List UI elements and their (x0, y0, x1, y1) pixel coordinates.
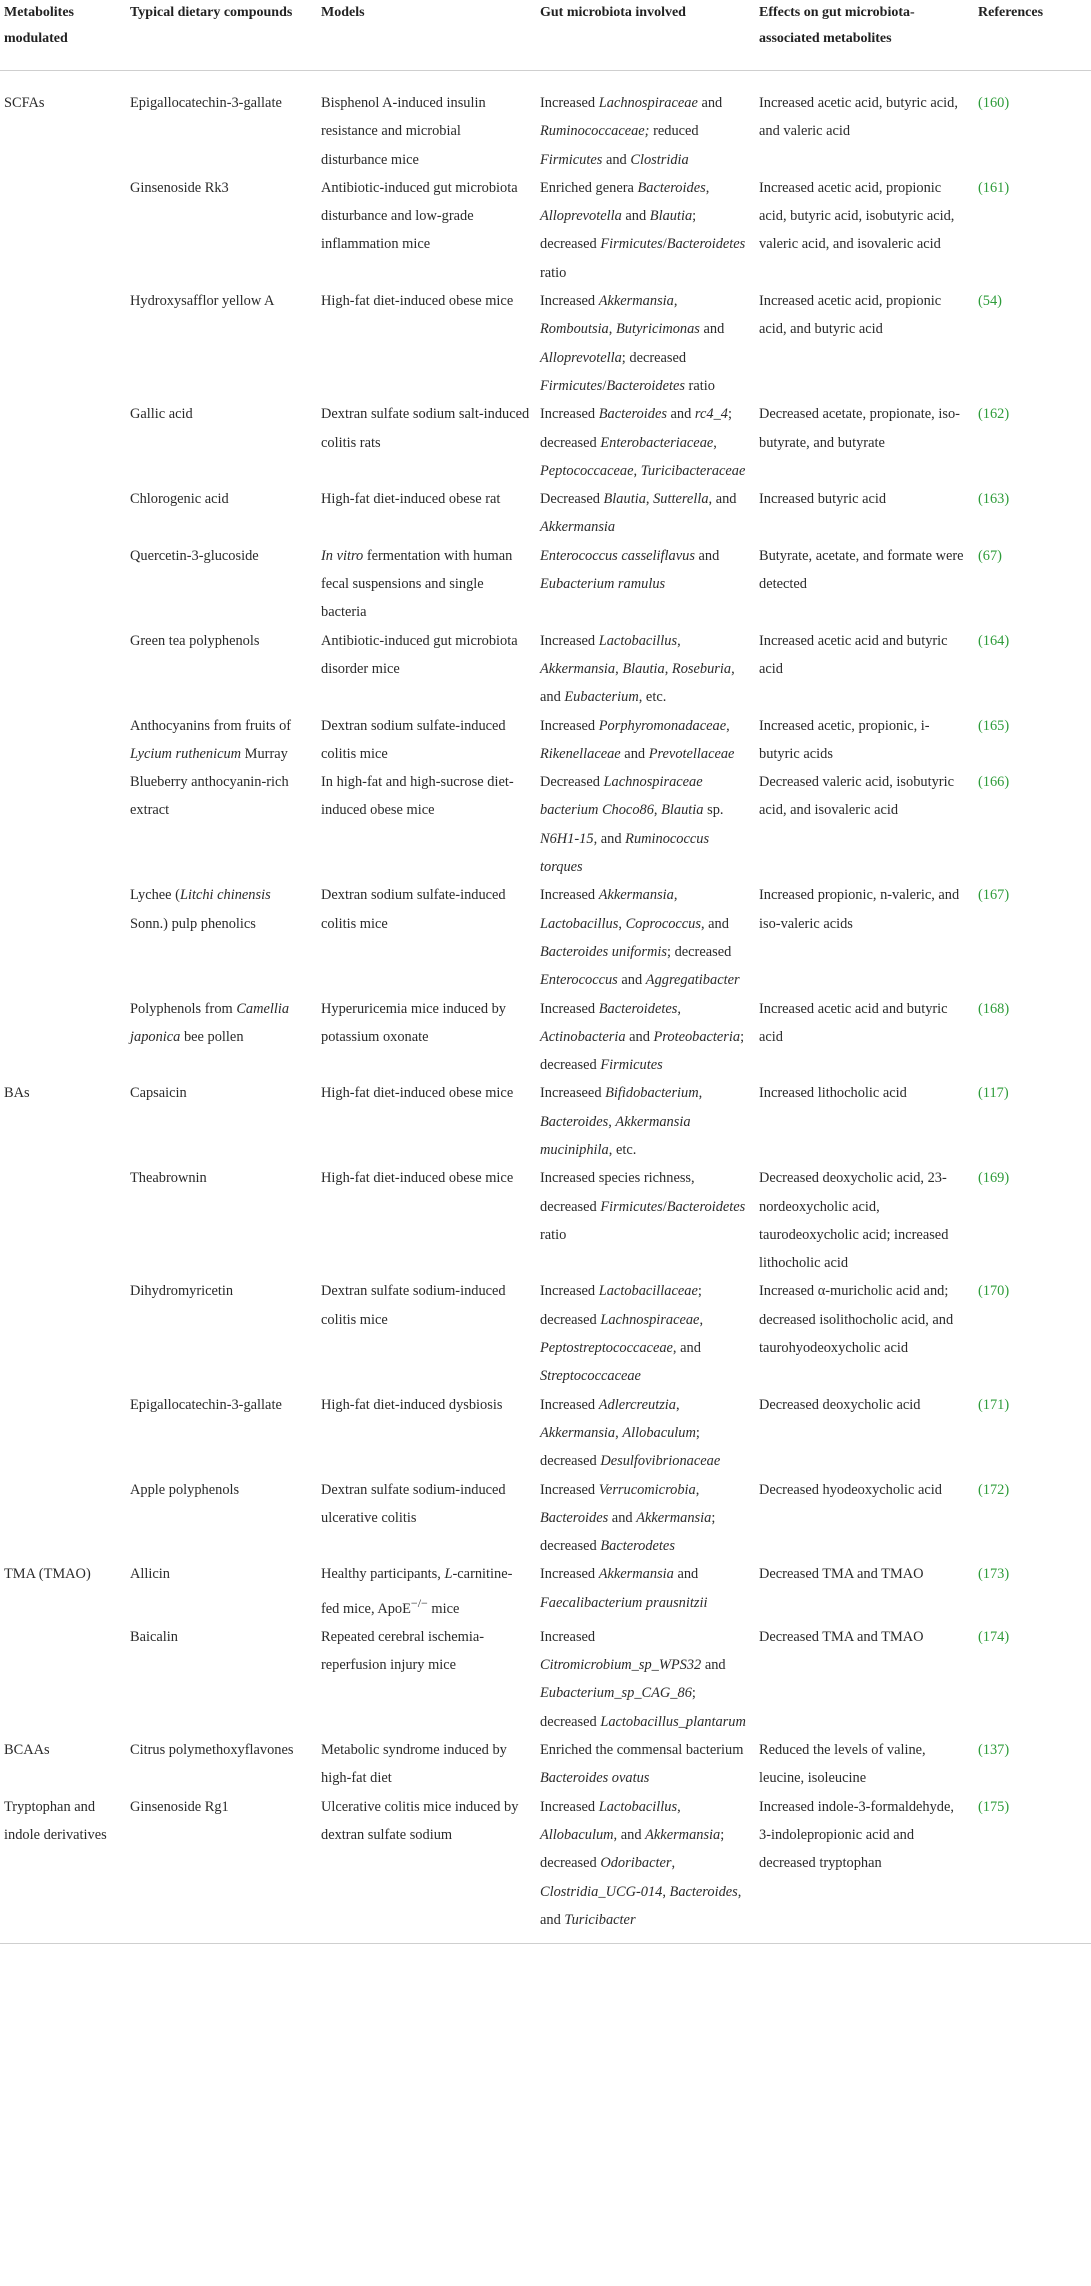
effects-cell: Increased acetic acid and butyric acid (759, 1000, 948, 1045)
compound-cell: Chlorogenic acid (130, 491, 229, 508)
reference-link[interactable]: (161) (978, 179, 1010, 196)
microbiota-cell: Increased Bacteroides and rc4_4; decreased Enterobacteriaceae, Peptococcaceae, Turicibacteraceae (540, 406, 746, 479)
reference-link[interactable]: (165) (978, 717, 1010, 734)
microbiota-cell: Increased Citromicrobium_sp_WPS32 and Eubacterium_sp_CAG_86; decreased Lactobacillus_plantarum (540, 1628, 746, 1730)
microbiota-cell: Enriched the commensal bacterium Bacteroides ovatus (540, 1742, 744, 1787)
microbiota-cell: Increased Akkermansia, Lactobacillus, Coprococcus, and Bacteroides uniformis; decreased Enterococcus and Aggregatibacter (540, 887, 740, 989)
compound-cell: Baicalin (130, 1628, 178, 1645)
effects-cell: Increased butyric acid (759, 491, 887, 508)
reference-link[interactable]: (169) (978, 1170, 1010, 1187)
effects-cell: Decreased valeric acid, isobutyric acid, and isovaleric acid (759, 774, 954, 819)
effects-cell: Decreased deoxycholic acid, 23-nordeoxycholic acid, taurodeoxycholic acid; increased lithocholic acid (759, 1170, 949, 1272)
microbiota-cell: Increaseed Bifidobacterium, Bacteroides, Akkermansia muciniphila, etc. (540, 1085, 703, 1158)
model-cell: High-fat diet-induced obese mice (321, 1085, 514, 1102)
model-cell: High-fat diet-induced dysbiosis (321, 1396, 503, 1413)
table-header (0, 0, 1091, 71)
compound-cell: Ginsenoside Rg1 (126, 1793, 317, 1944)
table-row (0, 1560, 1091, 1622)
effects-cell: Increased acetic acid, butyric acid, and valeric acid (759, 95, 958, 140)
microbiota-cell: Increased Lactobacillus, Akkermansia, Blautia, Roseburia, and Eubacterium, etc. (540, 632, 735, 706)
table-row (0, 1476, 1091, 1561)
metabolite-group-cell (0, 1277, 126, 1390)
reference-link[interactable]: (166) (978, 774, 1010, 791)
table-body (0, 71, 1091, 1944)
metabolite-group-cell: TMA (TMAO) (4, 1566, 91, 1583)
header-effects: Effects on gut microbiota-associated metabolites (755, 0, 974, 71)
table-row (0, 712, 1091, 769)
microbiota-cell: Increased Lactobacillaceae; decreased Lachnospiraceae, Peptostreptococcaceae, and Streptococcaceae (540, 1283, 704, 1385)
compound-cell: Dihydromyricetin (130, 1283, 234, 1300)
effects-cell: Butyrate, acetate, and formate were detected (759, 547, 964, 593)
microbiota-cell: Increased species richness, decreased Firmicutes/Bacteroidetes ratio (540, 1170, 746, 1243)
compound-cell: Allicin (130, 1566, 170, 1583)
table-row (0, 627, 1091, 712)
model-cell: Dextran sodium sulfate-induced colitis mice (321, 717, 506, 762)
model-cell: Bisphenol A-induced insulin resistance and microbial disturbance mice (321, 95, 486, 168)
microbiota-cell: Increased Akkermansia and Faecalibacterium prausnitzii (540, 1566, 708, 1611)
table-row (0, 881, 1091, 994)
microbiota-cell: Enriched genera Bacteroides, Alloprevotella and Blautia; decreased Firmicutes/Bacteroidetes ratio (540, 179, 746, 281)
microbiota-cell: Increased Adlercreutzia, Akkermansia, Allobaculum; decreased Desulfovibrionaceae (540, 1396, 721, 1470)
effects-cell: Increased acetic, propionic, i-butyric acids (759, 717, 930, 762)
reference-link[interactable]: (171) (978, 1396, 1010, 1413)
effects-cell: Increased lithocholic acid (759, 1085, 907, 1102)
model-cell: Dextran sulfate sodium salt-induced colitis rats (321, 406, 530, 451)
model-cell: Antibiotic-induced gut microbiota disturbance and low-grade inflammation mice (321, 179, 518, 253)
microbiota-cell: Enterococcus casseliflavus and Eubacterium ramulus (540, 547, 720, 593)
table-row (0, 1277, 1091, 1390)
metabolite-group-cell (0, 287, 126, 400)
table-row (0, 71, 1091, 174)
compound-cell: Green tea polyphenols (130, 632, 260, 649)
table-row (0, 174, 1091, 287)
model-cell: Healthy participants, L-carnitine-fed mice, ApoE−/− mice (321, 1566, 513, 1617)
table-row (0, 1164, 1091, 1277)
metabolite-group-cell (0, 174, 126, 287)
header-models: Models (317, 0, 536, 71)
compound-cell: Blueberry anthocyanin-rich extract (130, 774, 289, 819)
compound-cell: Citrus polymethoxyflavones (130, 1742, 294, 1759)
metabolite-group-cell (0, 627, 126, 712)
effects-cell: Increased indole-3-formaldehyde, 3-indolepropionic acid and decreased tryptophan (755, 1793, 974, 1944)
model-cell: High-fat diet-induced obese mice (321, 293, 514, 310)
table-row (0, 1623, 1091, 1736)
microbiota-cell: Decreased Lachnospiraceae bacterium Choco86, Blautia sp. N6H1-15, and Ruminococcus torques (540, 774, 724, 876)
reference-link[interactable]: (168) (978, 1000, 1010, 1017)
header-references: References (974, 0, 1091, 71)
model-cell: Repeated cerebral ischemia-reperfusion injury mice (321, 1628, 484, 1674)
compound-cell: Quercetin-3-glucoside (130, 547, 259, 564)
reference-link[interactable]: (174) (978, 1628, 1010, 1645)
reference-link[interactable]: (167) (978, 887, 1010, 904)
microbiota-cell: Increased Bacteroidetes, Actinobacteria and Proteobacteria; decreased Firmicutes (540, 1000, 745, 1074)
metabolite-group-cell: Tryptophan and indole derivatives (0, 1793, 126, 1944)
reference-link[interactable]: (160) (978, 95, 1010, 111)
header-metabolites: Metabolites modulated (0, 0, 126, 71)
model-cell: Hyperuricemia mice induced by potassium oxonate (321, 1000, 507, 1045)
metabolite-group-cell: BCAAs (4, 1742, 50, 1759)
metabolite-group-cell (0, 1476, 126, 1561)
compound-cell: Lychee (Litchi chinensis Sonn.) pulp phenolics (130, 887, 271, 932)
reference-link[interactable]: (173) (978, 1566, 1010, 1583)
metabolite-group-cell (0, 1164, 126, 1277)
effects-cell: Reduced the levels of valine, leucine, isoleucine (759, 1742, 926, 1787)
reference-link[interactable]: (163) (978, 491, 1010, 508)
table-row (0, 1079, 1091, 1164)
microbiota-cell: Increased Porphyromonadaceae, Rikenellaceae and Prevotellaceae (540, 717, 735, 762)
metabolite-group-cell (0, 1391, 126, 1476)
compound-cell: Ginsenoside Rk3 (130, 179, 229, 196)
header-microbiota: Gut microbiota involved (536, 0, 755, 71)
table-row (0, 1793, 1091, 1944)
model-cell: Dextran sulfate sodium-induced ulcerative colitis (321, 1481, 506, 1526)
table-row (0, 287, 1091, 400)
compound-cell: Gallic acid (130, 406, 193, 423)
compound-cell: Anthocyanins from fruits of Lycium ruthenicum Murray (130, 717, 292, 762)
metabolite-group-cell (0, 768, 126, 881)
reference-link[interactable]: (117) (978, 1085, 1009, 1102)
microbiota-cell: Increased Lachnospiraceae and Ruminococcaceae; reduced Firmicutes and Clostridia (540, 95, 723, 168)
metabolite-group-cell (0, 485, 126, 542)
effects-cell: Increased acetic acid, propionic acid, and butyric acid (759, 293, 942, 338)
metabolite-group-cell: BAs (4, 1085, 30, 1102)
effects-cell: Decreased TMA and TMAO (759, 1566, 924, 1583)
table-row (0, 995, 1091, 1080)
reference-link[interactable]: (67) (978, 547, 1002, 564)
model-cell: Antibiotic-induced gut microbiota disorder mice (321, 632, 518, 677)
compound-cell: Apple polyphenols (130, 1481, 240, 1498)
reference-link[interactable]: (137) (978, 1742, 1010, 1759)
compound-cell: Polyphenols from Camellia japonica bee pollen (130, 1000, 290, 1045)
table-row (0, 542, 1091, 627)
model-cell: High-fat diet-induced obese rat (321, 491, 501, 508)
model-cell: Dextran sulfate sodium-induced colitis mice (321, 1283, 506, 1328)
model-cell: In high-fat and high-sucrose diet-induced obese mice (321, 774, 514, 819)
effects-cell: Increased α-muricholic acid and; decreased isolithocholic acid, and taurohyodeoxycholic acid (759, 1283, 954, 1357)
compound-cell: Theabrownin (130, 1170, 207, 1187)
effects-cell: Increased acetic acid, propionic acid, butyric acid, isobutyric acid, valeric acid, and isovaleric acid (759, 179, 955, 253)
compound-cell: Hydroxysafflor yellow A (130, 293, 275, 310)
microbiota-cell: Decreased Blautia, Sutterella, and Akkermansia (540, 491, 737, 536)
table-row (0, 400, 1091, 485)
metabolite-group-cell: SCFAs (4, 95, 45, 111)
model-cell: Metabolic syndrome induced by high-fat diet (321, 1742, 507, 1787)
effects-cell: Decreased acetate, propionate, iso-butyrate, and butyrate (759, 406, 960, 451)
effects-cell: Decreased hyodeoxycholic acid (759, 1481, 942, 1498)
table-row (0, 485, 1091, 542)
metabolite-group-cell (0, 1623, 126, 1736)
table-row (0, 1736, 1091, 1793)
compound-cell: Epigallocatechin-3-gallate (130, 1396, 282, 1413)
microbiota-cell: Increased Akkermansia, Romboutsia, Butyricimonas and Alloprevotella; decreased Firmicutes/Bacteroidetes ratio (540, 293, 725, 394)
metabolite-group-cell (0, 881, 126, 994)
compound-cell: Capsaicin (130, 1085, 187, 1102)
reference-link[interactable]: (54) (978, 293, 1002, 310)
reference-link[interactable]: (172) (978, 1481, 1010, 1498)
metabolite-group-cell (0, 542, 126, 627)
effects-cell: Increased acetic acid and butyric acid (759, 632, 948, 677)
effects-cell: Increased propionic, n-valeric, and iso-valeric acids (759, 887, 960, 932)
reference-link[interactable]: (162) (978, 406, 1010, 423)
microbiota-cell: Increased Lactobacillus, Allobaculum, and Akkermansia; decreased Odoribacter, Clostridia_UCG-014, Bacteroides, and Turicibacter (536, 1793, 755, 1944)
metabolite-group-cell (0, 712, 126, 769)
model-cell: Ulcerative colitis mice induced by dextran sulfate sodium (317, 1793, 536, 1944)
table-row (0, 1391, 1091, 1476)
metabolite-group-cell (0, 995, 126, 1080)
model-cell: High-fat diet-induced obese mice (321, 1170, 514, 1187)
microbiota-cell: Increased Verrucomicrobia, Bacteroides and Akkermansia; decreased Bacterodetes (540, 1481, 716, 1555)
reference-link[interactable]: (170) (978, 1283, 1010, 1300)
table-row (0, 768, 1091, 881)
compound-cell: Epigallocatechin-3-gallate (130, 95, 282, 111)
model-cell: In vitro fermentation with human fecal suspensions and single bacteria (321, 547, 513, 621)
effects-cell: Decreased deoxycholic acid (759, 1396, 921, 1413)
header-compounds: Typical dietary compounds (126, 0, 317, 71)
reference-link[interactable]: (164) (978, 632, 1010, 649)
model-cell: Dextran sodium sulfate-induced colitis mice (321, 887, 506, 932)
reference-link[interactable]: (175) (974, 1793, 1091, 1944)
metabolite-group-cell (0, 400, 126, 485)
effects-cell: Decreased TMA and TMAO (759, 1628, 924, 1645)
